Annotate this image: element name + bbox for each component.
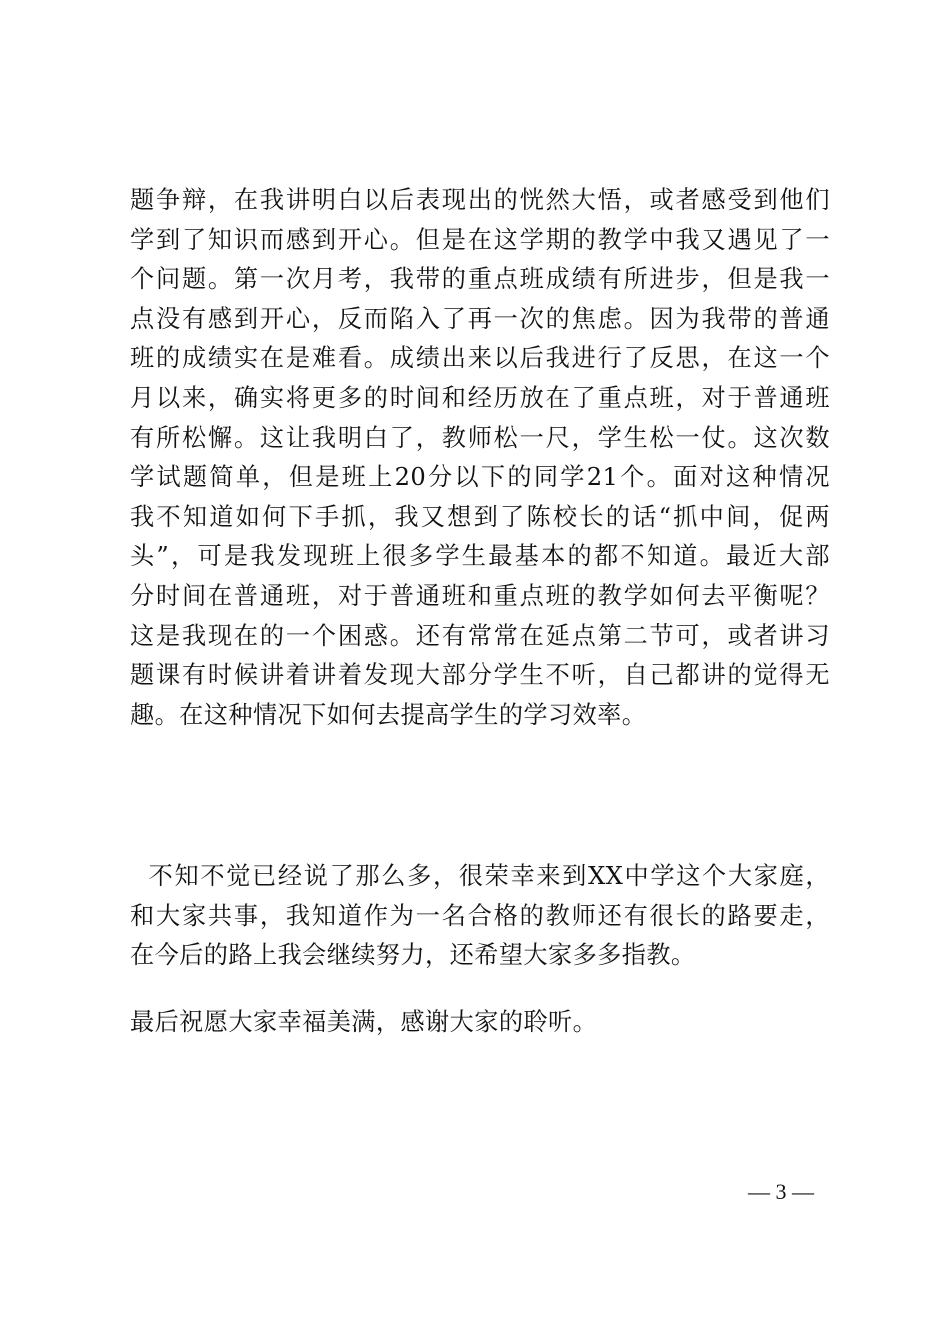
- paragraph-line: 有所松懈。这让我明白了，教师松一尺，学生松一仗。这次数: [130, 423, 830, 452]
- paragraph-line: 不知不觉已经说了那么多，很荣幸来到XX中学这个大家庭，: [130, 862, 830, 890]
- paragraph-1: [130, 181, 830, 735]
- paragraph-line: 在今后的路上我会继续努力，还希望大家多多指教。: [130, 941, 696, 970]
- page-number: — 3 —: [748, 1179, 814, 1204]
- paragraph-line: 月以来，确实将更多的时间和经历放在了重点班，对于普通班: [130, 383, 830, 412]
- paragraph-line: 趣。在这种情况下如何去提高学生的学习效率。: [130, 700, 647, 729]
- paragraph-line: 头”，可是我发现班上很多学生最基本的都不知道。最近大部: [130, 542, 830, 571]
- paragraph-line: 个问题。第一次月考，我带的重点班成绩有所进步，但是我一: [130, 265, 830, 294]
- paragraph-line: 点没有感到开心，反而陷入了再一次的焦虑。因为我带的普通: [130, 304, 830, 333]
- paragraph-line: 和大家共事，我知道作为一名合格的教师还有很长的路要走，: [130, 901, 830, 930]
- paragraph-2: [130, 857, 830, 976]
- paragraph-line: 我不知道如何下手抓，我又想到了陈校长的话“抓中间，促两: [130, 502, 830, 531]
- paragraph-3: [130, 1003, 830, 1043]
- paragraph-line: 分时间在普通班，对于普通班和重点班的教学如何去平衡呢？: [130, 581, 830, 610]
- paragraph-line: 题争辩，在我讲明白以后表现出的恍然大悟，或者感受到他们: [130, 186, 830, 214]
- paragraph-line: 班的成绩实在是难看。成绩出来以后我进行了反思，在这一个: [130, 344, 830, 373]
- paragraph-line: 最后祝愿大家幸福美满，感谢大家的聆听。: [130, 1008, 598, 1036]
- paragraph-line: 学到了知识而感到开心。但是在这学期的教学中我又遇见了一: [130, 225, 830, 254]
- paragraph-line: 这是我现在的一个困惑。还有常常在延点第二节可，或者讲习: [130, 621, 830, 650]
- paragraph-line: 学试题简单，但是班上20分以下的同学21个。面对这种情况: [130, 463, 830, 492]
- paragraph-line: 题课有时候讲着讲着发现大部分学生不听，自己都讲的觉得无: [130, 661, 830, 690]
